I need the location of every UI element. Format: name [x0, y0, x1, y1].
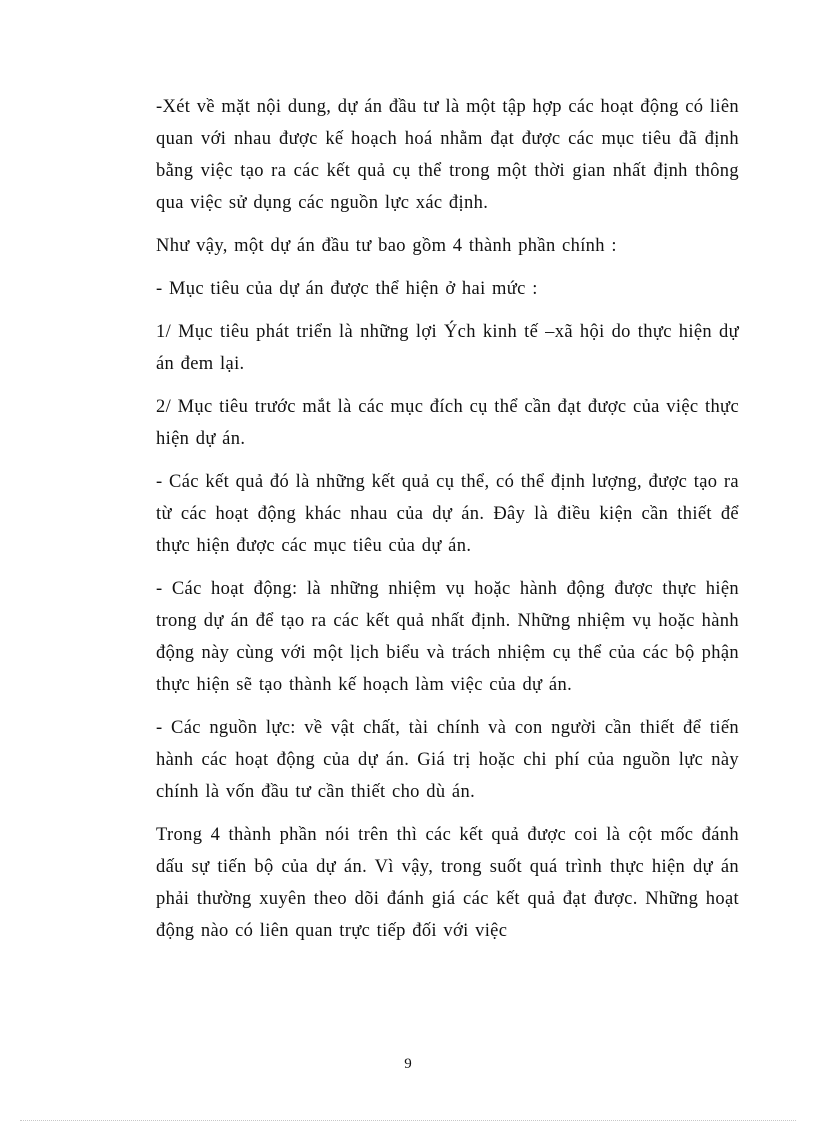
- paragraph-four-components: Như vậy, một dự án đầu tư bao gồm 4 thành phần chính :: [156, 236, 617, 256]
- paragraph-resources: - Các nguồn lực: về vật chất, tài chính và con người cần thiết để tiến hành các hoạt động của dự án. Giá trị hoặc chi phí của nguồn lực này chính là vốn đầu tư cần thiết cho dù án.: [156, 718, 739, 802]
- paragraph-development-objective: 1/ Mục tiêu phát triển là những lợi Ých kinh tế –xã hội do thực hiện dự án đem lại.: [156, 322, 739, 374]
- paragraph-content-definition: -Xét về mặt nội dung, dự án đầu tư là một tập hợp các hoạt động có liên quan với nhau được kế hoạch hoá nhằm đạt được các mục tiêu đã định bằng việc tạo ra các kết quả cụ thể trong một thời gian nhất định thông qua việc sử dụng các nguồn lực xác định.: [156, 97, 739, 213]
- page-number: 9: [404, 1056, 412, 1072]
- paragraph-objectives: - Mục tiêu của dự án được thể hiện ở hai mức :: [156, 279, 538, 299]
- paragraph-immediate-objective: 2/ Mục tiêu trước mắt là các mục đích cụ thể cần đạt được của việc thực hiện dự án.: [156, 397, 739, 449]
- page-bottom-divider: [20, 1120, 796, 1121]
- paragraph-results: - Các kết quả đó là những kết quả cụ thể, có thể định lượng, được tạo ra từ các hoạt động khác nhau của dự án. Đây là điều kiện cần thiết để thực hiện được các mục tiêu của dự án.: [156, 472, 739, 556]
- paragraph-activities: - Các hoạt động: là những nhiệm vụ hoặc hành động được thực hiện trong dự án để tạo ra các kết quả nhất định. Những nhiệm vụ hoặc hành động này cùng với một lịch biểu và trách nhiệm cụ thể của các bộ phận thực hiện sẽ tạo thành kế hoạch làm việc của dự án.: [156, 579, 739, 695]
- document-body: [156, 91, 739, 958]
- paragraph-milestones: Trong 4 thành phần nói trên thì các kết quả được coi là cột mốc đánh dấu sự tiến bộ của dự án. Vì vậy, trong suốt quá trình thực hiện dự án phải thường xuyên theo dõi đánh giá các kết quả đạt được. Những hoạt động nào có liên quan trực tiếp đối với việc: [156, 825, 739, 941]
